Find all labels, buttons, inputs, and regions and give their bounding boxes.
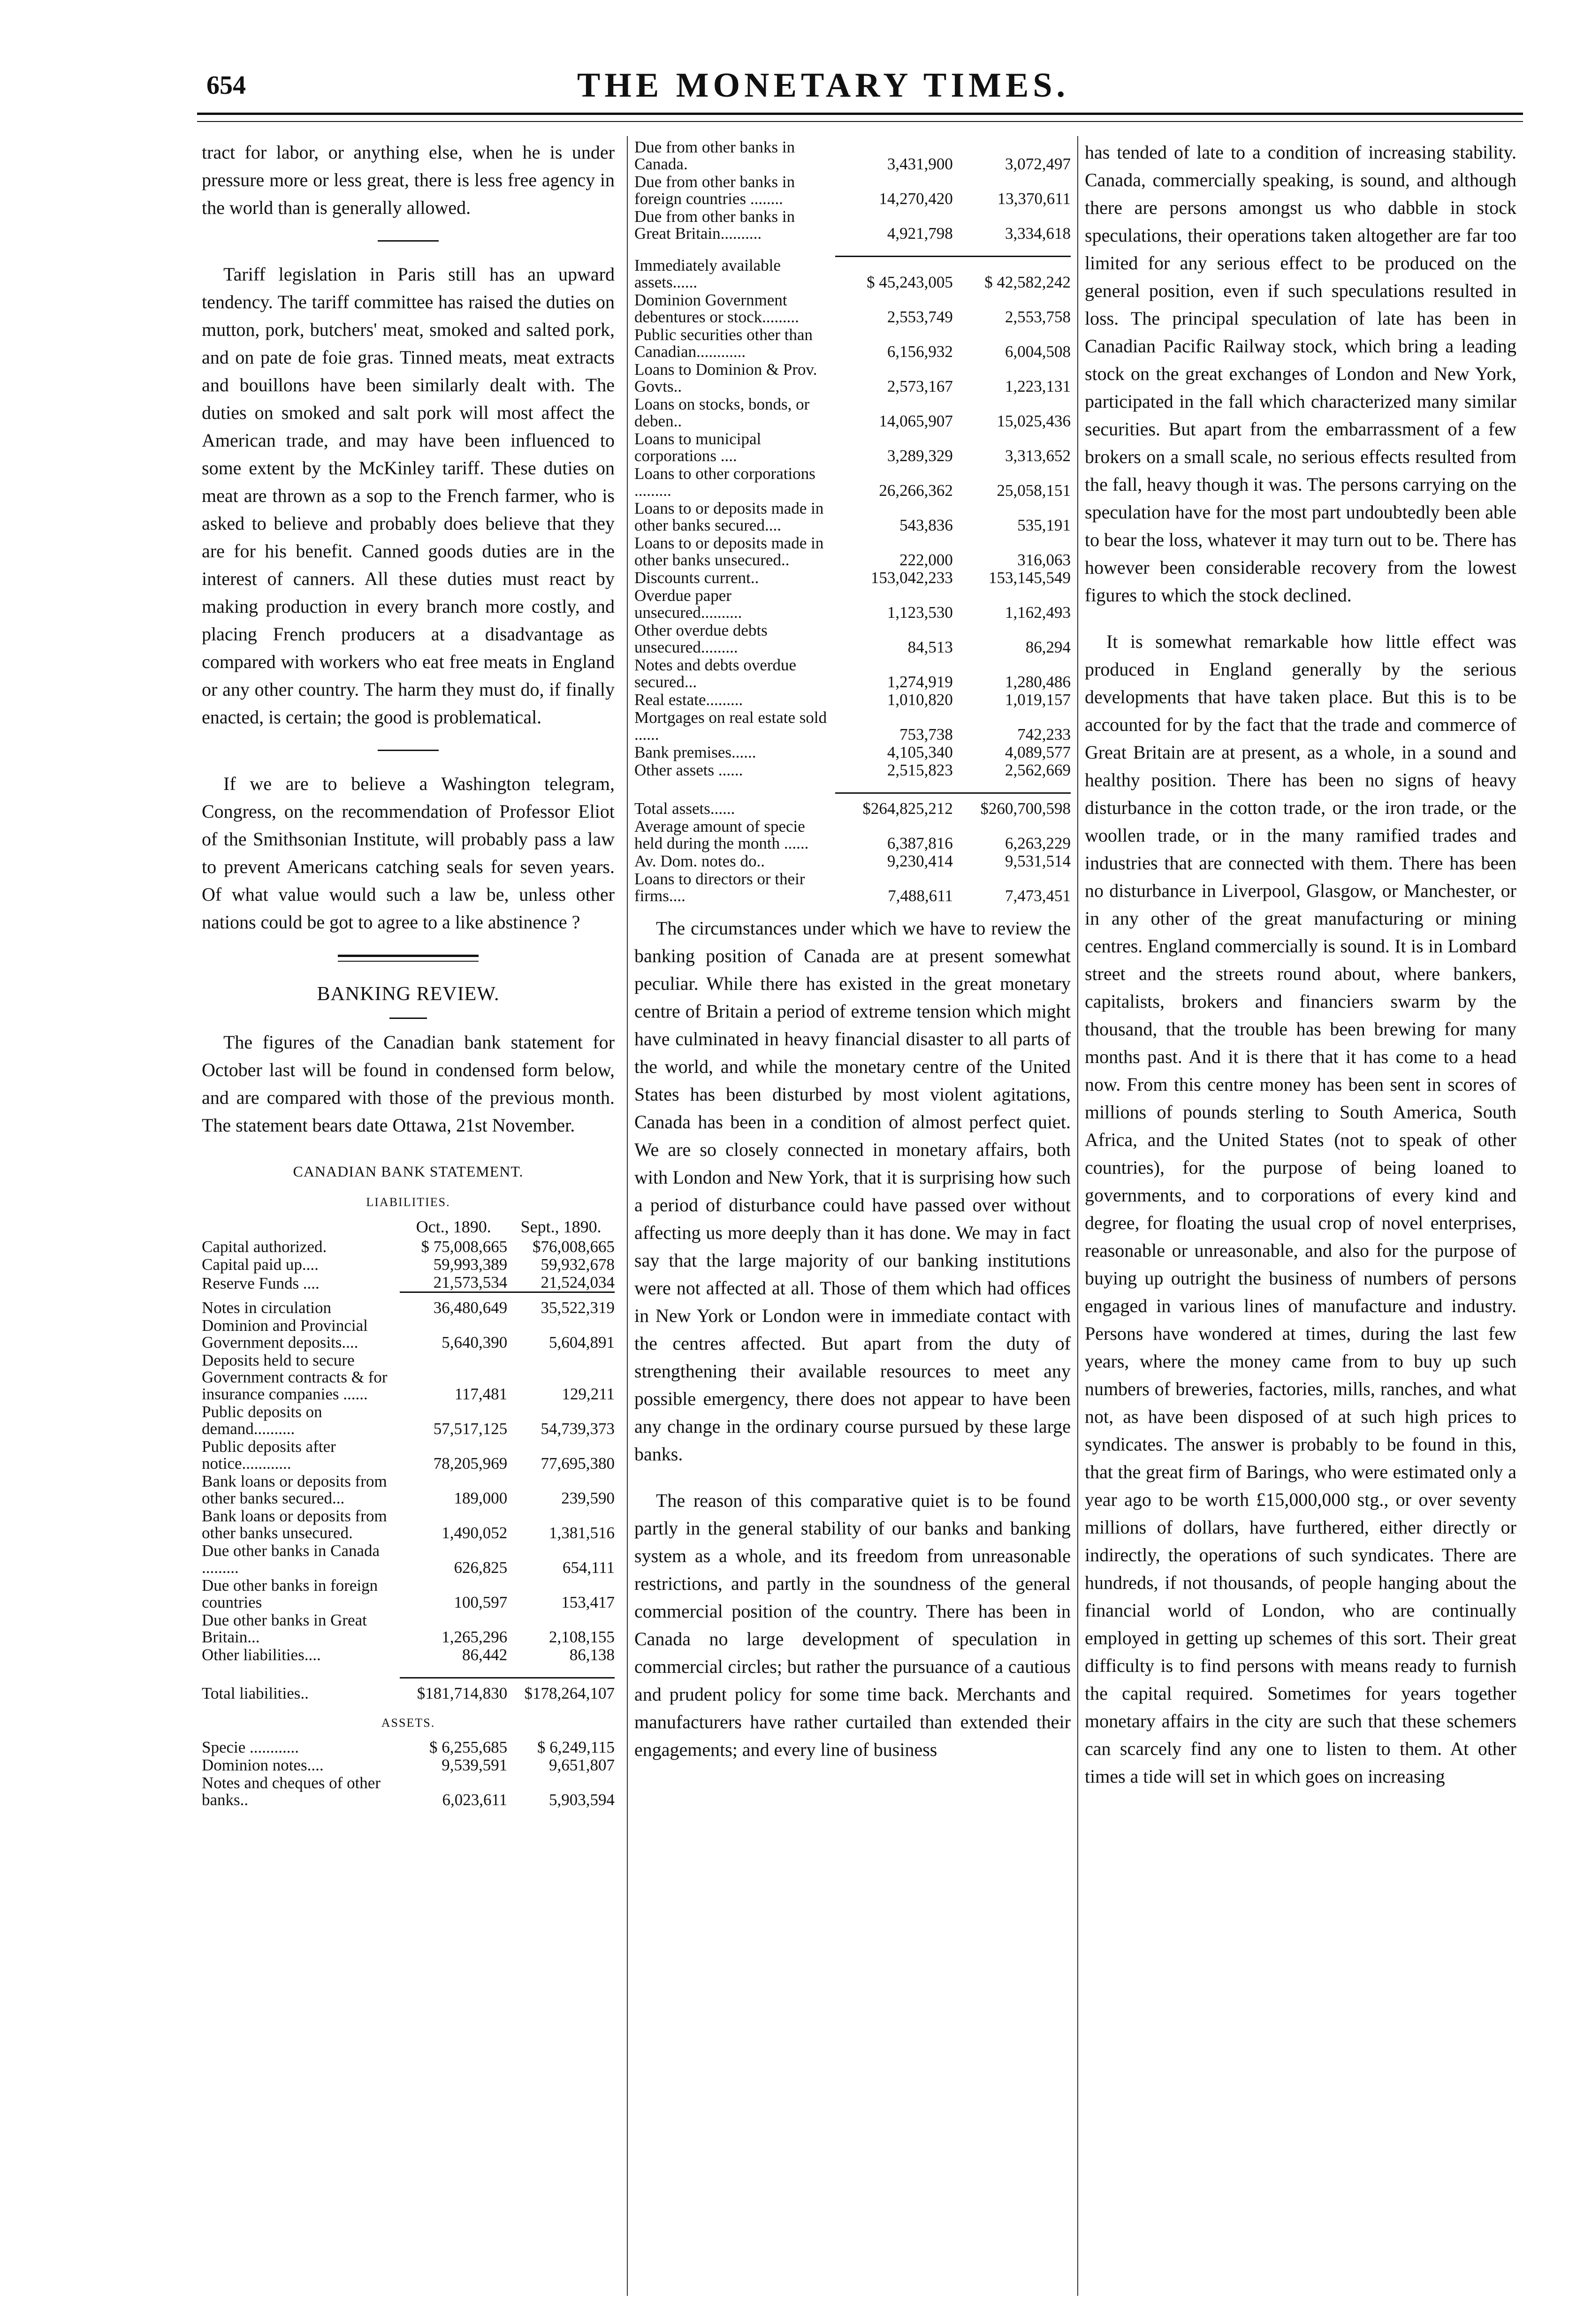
value-oct-1890: 6,387,816 bbox=[887, 834, 953, 852]
row-label: Specie ............ bbox=[202, 1738, 299, 1756]
row-label: Loans to directors or their firms.... bbox=[634, 869, 805, 905]
table-row bbox=[634, 465, 1071, 500]
table-row bbox=[202, 1403, 615, 1438]
table-row bbox=[634, 430, 1071, 465]
table-row bbox=[634, 138, 1071, 173]
value-sept-1890: 742,233 bbox=[1017, 725, 1071, 744]
row-label: Due other banks in Canada ......... bbox=[202, 1542, 380, 1577]
row-label: Average amount of specie held during the month ...... bbox=[634, 817, 809, 852]
value-sept-1890: 13,370,611 bbox=[997, 190, 1071, 208]
value-oct-1890: $ 6,255,685 bbox=[429, 1738, 508, 1756]
value-sept-1890: 1,280,486 bbox=[1005, 672, 1071, 691]
value-sept-1890: 2,562,669 bbox=[1005, 760, 1071, 779]
row-label: Dominion notes.... bbox=[202, 1756, 324, 1774]
value-oct-1890: 4,921,798 bbox=[887, 224, 953, 243]
paragraph-labor-continuation: tract for labor, or anything else, when he is under pressure more or less great, there is less free agency in the world than is generally allowed. bbox=[202, 142, 615, 218]
row-label: Reserve Funds .... bbox=[202, 1274, 320, 1292]
value-sept-1890: 15,025,436 bbox=[997, 411, 1071, 430]
row-label: Loans on stocks, bonds, or deben.. bbox=[634, 395, 810, 430]
value-sept-1890: 7,473,451 bbox=[1005, 886, 1071, 905]
value-oct-1890: 14,065,907 bbox=[879, 411, 953, 430]
value-sept-1890: 5,903,594 bbox=[549, 1791, 615, 1809]
row-label: Capital paid up.... bbox=[202, 1255, 319, 1274]
row-label: Deposits held to secure Government contracts & for insurance companies ...... bbox=[202, 1351, 388, 1403]
value-sept-1890: 1,019,157 bbox=[1005, 690, 1071, 709]
row-label: Capital authorized. bbox=[202, 1238, 327, 1256]
row-label: Discounts current.. bbox=[634, 568, 759, 587]
table-row bbox=[634, 534, 1071, 569]
table-row bbox=[202, 1739, 615, 1756]
table-row bbox=[634, 257, 1071, 291]
row-label: Immediately available assets...... bbox=[634, 256, 781, 291]
value-oct-1890: $ 75,008,665 bbox=[421, 1238, 508, 1256]
value-sept-1890: 6,263,229 bbox=[1005, 834, 1071, 852]
assets-title: ASSETS. bbox=[381, 1716, 435, 1730]
row-label: Due other banks in foreign countries bbox=[202, 1576, 378, 1611]
value-sept-1890: 1,162,493 bbox=[1005, 603, 1071, 622]
value-sept-1890: $ 6,249,115 bbox=[537, 1738, 615, 1756]
table-row bbox=[202, 1274, 615, 1292]
table-row bbox=[202, 1611, 615, 1646]
row-label: Due from other banks in Canada. bbox=[634, 138, 795, 173]
separator bbox=[378, 240, 439, 242]
row-label: Notes and debts overdue secured... bbox=[634, 655, 797, 691]
table-row bbox=[202, 1256, 615, 1274]
value-sept-1890: $260,700,598 bbox=[953, 793, 1071, 818]
row-label: Public securities other than Canadian............ bbox=[634, 325, 813, 361]
value-oct-1890: 9,539,591 bbox=[442, 1756, 508, 1774]
value-sept-1890: 59,932,678 bbox=[541, 1255, 615, 1274]
table-row bbox=[634, 870, 1071, 905]
row-label: Loans to or deposits made in other banks unsecured.. bbox=[634, 533, 824, 569]
value-oct-1890: 1,490,052 bbox=[442, 1524, 508, 1542]
row-label: Loans to or deposits made in other banks secured.... bbox=[634, 499, 824, 534]
value-oct-1890: 84,513 bbox=[907, 638, 953, 656]
value-sept-1890: $76,008,665 bbox=[533, 1238, 615, 1256]
statement-title: CANADIAN BANK STATEMENT. bbox=[293, 1163, 524, 1180]
row-label: Real estate......... bbox=[634, 690, 743, 709]
header-rule bbox=[197, 113, 1523, 115]
value-sept-1890: 4,089,577 bbox=[1005, 743, 1071, 761]
value-oct-1890: 9,230,414 bbox=[887, 851, 953, 870]
row-label: Mortgages on real estate sold ...... bbox=[634, 708, 827, 744]
table-row bbox=[634, 761, 1071, 779]
paragraph-seals-law: If we are to believe a Washington telegram, Congress, on the recommendation of Professor Eliot of the Smithsonian Institute, will probably pass a law to prevent Americans catching seals for seven years. Of what value would such a law be, unless other nations could be got to agree to a like abstinence ? bbox=[202, 773, 615, 933]
value-sept-1890: 86,138 bbox=[569, 1646, 615, 1664]
table-row bbox=[634, 709, 1071, 744]
value-sept-1890: 54,739,373 bbox=[541, 1420, 615, 1438]
row-label: Bank loans or deposits from other banks unsecured. bbox=[202, 1507, 387, 1542]
value-sept-1890: 654,111 bbox=[562, 1558, 615, 1577]
row-label: Bank premises...... bbox=[634, 743, 756, 761]
row-label: Loans to municipal corporations .... bbox=[634, 429, 762, 465]
value-sept-1890: 316,063 bbox=[1017, 550, 1071, 569]
value-oct-1890: 222,000 bbox=[899, 550, 953, 569]
value-sept-1890: 129,211 bbox=[562, 1385, 615, 1403]
row-label: Other assets ...... bbox=[634, 760, 743, 779]
value-sept-1890: 239,590 bbox=[561, 1489, 615, 1507]
assets-table-part1 bbox=[202, 1739, 615, 1809]
value-sept-1890: 153,417 bbox=[561, 1593, 615, 1611]
masthead-title: THE MONETARY TIMES. bbox=[577, 66, 1069, 105]
paragraph-bank-statement-intro: The figures of the Canadian bank statement for October last will be found in condensed form below, and are compared with those of the previous month. The statement bears date Ottawa, 21st November. bbox=[202, 1032, 615, 1136]
column-2 bbox=[634, 138, 1071, 1763]
liabilities-table bbox=[202, 1218, 615, 1702]
value-oct-1890: 3,289,329 bbox=[887, 446, 953, 465]
value-sept-1890: 2,108,155 bbox=[549, 1628, 615, 1646]
paragraph-comparative-quiet: The reason of this comparative quiet is to be found partly in the general stability of our banks and banking system as a whole, and its freedom from unreasonable restrictions, and partly in the soundness of the general commercial position of the country. There has been in Canada no large development of speculation in commercial circles; but rather the pursuance of a cautious and prudent policy for some time back. Merchants and manufacturers have rather curtailed than extended their engagements; and every line of business bbox=[634, 1489, 1071, 1760]
value-sept-1890: 1,381,516 bbox=[549, 1524, 615, 1542]
value-sept-1890: 535,191 bbox=[1017, 516, 1071, 534]
table-row bbox=[634, 656, 1071, 691]
row-label: Total assets...... bbox=[634, 799, 735, 818]
table-row bbox=[634, 291, 1071, 326]
value-sept-1890: 25,058,151 bbox=[997, 481, 1071, 500]
table-row bbox=[202, 1646, 615, 1664]
row-label: Loans to Dominion & Prov. Govts.. bbox=[634, 360, 817, 395]
table-row bbox=[634, 361, 1071, 395]
table-row bbox=[202, 1292, 615, 1317]
value-oct-1890: 4,105,340 bbox=[887, 743, 953, 761]
column-divider-1 bbox=[627, 136, 628, 2296]
row-label: Notes in circulation bbox=[202, 1299, 332, 1317]
separator bbox=[389, 1018, 427, 1019]
table-row bbox=[202, 1238, 615, 1256]
value-sept-1890: 9,531,514 bbox=[1005, 851, 1071, 870]
row-label: Loans to other corporations ......... bbox=[634, 464, 815, 500]
header-rule-thin bbox=[197, 121, 1523, 122]
liabilities-title: LIABILITIES. bbox=[366, 1195, 450, 1209]
value-oct-1890: 1,123,530 bbox=[887, 603, 953, 622]
row-label: Dominion and Provincial Government deposits.... bbox=[202, 1316, 368, 1352]
assets-table-part2 bbox=[634, 138, 1071, 905]
value-oct-1890: 6,023,611 bbox=[442, 1791, 508, 1809]
value-sept-1890: 2,553,758 bbox=[1005, 307, 1071, 326]
value-oct-1890: 78,205,969 bbox=[433, 1454, 508, 1473]
table-row bbox=[202, 1756, 615, 1774]
table-row bbox=[634, 500, 1071, 534]
row-label: Public deposits after notice............ bbox=[202, 1437, 336, 1473]
section-separator bbox=[338, 955, 479, 962]
value-oct-1890: 7,488,611 bbox=[888, 886, 953, 905]
value-oct-1890: 14,270,420 bbox=[879, 190, 953, 208]
column-header-sept: Sept., 1890. bbox=[520, 1217, 602, 1236]
page-number: 654 bbox=[206, 71, 246, 100]
row-label: Total liabilities.. bbox=[202, 1684, 309, 1702]
row-label: Dominion Government debentures or stock......... bbox=[634, 290, 799, 326]
table-row bbox=[202, 1507, 615, 1542]
table-row bbox=[634, 569, 1071, 587]
value-oct-1890: 26,266,362 bbox=[879, 481, 953, 500]
row-label: Other overdue debts unsecured......... bbox=[634, 621, 768, 656]
value-oct-1890: $264,825,212 bbox=[835, 793, 953, 818]
paragraph-england-effects: It is somewhat remarkable how little effect was produced in England generally by the serious developments that have taken place. But this is to be accounted for by the fact that the trade and commerce of Great Britain are at present, as a whole, in a sound and healthy position. There has been no signs of heavy disturbance in the cotton trade, or the iron trade, or the woollen trade, or in the many ramified trades and industries that are connected with them. There has been no disturbance in Liverpool, Glasgow, or Manchester, or in any other of the great manufacturing or mining centres. England commercially is sound. It is in Lombard street and the streets round about, where bankers, capitalists, brokers and financiers swarm by the thousand, that the trouble has been brewing for many months past. And it is there that it has come to a head now. From this centre money has been sent in scores of millions of pounds sterling to South America, South Africa, and the United States (not to speak of other countries), for the purpose of being loaned to governments, and to corporations of every kind and degree, for floating the usual crop of novel enterprises, reasonable or unreasonable, and also for the purpose of buying up outright the business of numbers of persons engaged in various lines of manufacture and industry. Persons have wondered at times, during the last few years, where the money came from to buy up such numbers of breweries, factories, mills, ranches, and what not, as have been disposed of at such high prices to syndicates. The answer is probably to be found in this, that the great firm of Barings, who were estimated only a year ago to be worth £15,000,000 stg., or over seventy millions of dollars, have furthered, either directly or indirectly, the operations of such syndicates. There are hundreds, if not thousands, of people hanging about the financial world of London, who are continually employed in getting up schemes of this sort. Their great difficulty is to find persons with means ready to furnish the capital required. Sometimes for years together monetary affairs in the city are such that these schemers can scarcely find any one to listen to them. At other times a tide will set in which goes on increasing bbox=[1085, 631, 1516, 1787]
table-row bbox=[634, 395, 1071, 430]
table-row bbox=[202, 1542, 615, 1577]
separator bbox=[378, 750, 439, 751]
value-sept-1890: 9,651,807 bbox=[549, 1756, 615, 1774]
table-row bbox=[634, 622, 1071, 656]
value-sept-1890: 1,223,131 bbox=[1005, 377, 1071, 395]
table-row bbox=[202, 1577, 615, 1611]
value-sept-1890: 86,294 bbox=[1025, 638, 1071, 656]
value-oct-1890: 1,010,820 bbox=[887, 690, 953, 709]
column-header-oct: Oct., 1890. bbox=[416, 1217, 491, 1236]
value-oct-1890: 57,517,125 bbox=[433, 1420, 508, 1438]
value-sept-1890: 3,313,652 bbox=[1005, 446, 1071, 465]
value-oct-1890: $181,714,830 bbox=[400, 1678, 507, 1703]
value-oct-1890: 626,825 bbox=[454, 1558, 508, 1577]
value-sept-1890: 77,695,380 bbox=[541, 1454, 615, 1473]
value-sept-1890: 3,072,497 bbox=[1005, 155, 1071, 173]
value-oct-1890: 36,480,649 bbox=[400, 1292, 507, 1317]
value-sept-1890: 3,334,618 bbox=[1005, 224, 1071, 243]
table-row bbox=[202, 1473, 615, 1507]
table-row bbox=[202, 1438, 615, 1473]
table-row bbox=[634, 691, 1071, 709]
value-sept-1890: 6,004,508 bbox=[1005, 342, 1071, 361]
value-oct-1890: 5,640,390 bbox=[442, 1333, 508, 1352]
value-oct-1890: 3,431,900 bbox=[887, 155, 953, 173]
value-oct-1890: 100,597 bbox=[454, 1593, 508, 1611]
table-row bbox=[634, 326, 1071, 361]
paragraph-stability: has tended of late to a condition of increasing stability. Canada, commercially speaking, is sound, and although there are persons amongst us who dabble in stock speculations, their operations taken altogether are far too limited for any serious effect to be produced on the general position, even if such speculations resulted in loss. The principal speculation of late has been in Canadian Pacific Railway stock, which bring a leading stock on the great exchanges of London and New York, participated in the fall which characterized many similar securities. But apart from the embarrassment of a few brokers on a small scale, no serious effects resulted from the fall, heavy though it was. The persons carrying on the speculation have for the most part undoubtedly been able to bear the loss, whatever it may turn out to be. There has however been considerable recovery from the lowest figures to which the stock declined. bbox=[1085, 142, 1516, 606]
table-row bbox=[202, 1774, 615, 1809]
value-oct-1890: 21,573,534 bbox=[433, 1273, 508, 1291]
value-oct-1890: $ 45,243,005 bbox=[835, 257, 953, 291]
paragraph-tariff-paris: Tariff legislation in Paris still has an upward tendency. The tariff committee has raised the duties on mutton, pork, butchers' meat, smoked and salted pork, and on pate de foie gras. Tinned meats, meat extracts and bouillons have been similarly dealt with. The duties on smoked and salt pork will most affect the American trade, and may have been influenced to some extent by the McKinley tariff. These duties on meat are thrown as a sop to the French farmer, who is asked to believe and probably does believe that they are for his benefit. Canned goods duties are in the interest of canners. All these duties must react by making production in every branch more costly, and placing French producers at a disadvantage as compared with workers who eat free meats in England or any other country. The harm they must do, if finally enacted, is certain; the good is problematical. bbox=[202, 264, 615, 728]
row-label: Due from other banks in foreign countries ........ bbox=[634, 173, 795, 208]
column-1 bbox=[202, 138, 615, 1809]
value-oct-1890: 2,573,167 bbox=[887, 377, 953, 395]
row-label: Due other banks in Great Britain... bbox=[202, 1611, 367, 1646]
table-row bbox=[634, 208, 1071, 243]
value-oct-1890: 753,738 bbox=[899, 725, 953, 744]
total-row bbox=[634, 793, 1071, 818]
table-row bbox=[202, 1317, 615, 1352]
row-label: Public deposits on demand.......... bbox=[202, 1403, 322, 1438]
value-oct-1890: 2,553,749 bbox=[887, 307, 953, 326]
value-oct-1890: 153,042,233 bbox=[870, 568, 953, 587]
value-oct-1890: 1,265,296 bbox=[442, 1628, 508, 1646]
row-label: Overdue paper unsecured.......... bbox=[634, 586, 742, 622]
section-heading-banking-review: BANKING REVIEW. bbox=[317, 983, 500, 1005]
table-row bbox=[634, 744, 1071, 761]
value-oct-1890: 1,274,919 bbox=[887, 672, 953, 691]
value-oct-1890: 543,836 bbox=[899, 516, 953, 534]
column-divider-2 bbox=[1077, 136, 1078, 2296]
value-oct-1890: 59,993,389 bbox=[433, 1255, 508, 1274]
column-3 bbox=[1085, 138, 1516, 1790]
value-oct-1890: 2,515,823 bbox=[887, 760, 953, 779]
value-sept-1890: 21,524,034 bbox=[541, 1273, 615, 1291]
table-row bbox=[202, 1352, 615, 1403]
row-label: Other liabilities.... bbox=[202, 1646, 321, 1664]
value-oct-1890: 86,442 bbox=[462, 1646, 508, 1664]
row-label: Due from other banks in Great Britain.......... bbox=[634, 207, 795, 243]
paragraph-banking-position: The circumstances under which we have to review the banking position of Canada are at present somewhat peculiar. While there has existed in the great monetary centre of Britain a period of extreme tension which might have culminated in heavy financial disaster to all parts of the world, and while the monetary centre of the United States has been disturbed by most violent agitations, Canada has been in a condition of almost perfect quiet. We are so closely connected in monetary affairs, both with London and New York, that it is surprising how such a period of disturbance could have passed over without affecting us more deeply than it has done. We may in fact say that the large majority of our banking institutions were not affected at all. Those of them which had offices in New York or London were in immediate contact with the centres affected. But apart from the duty of strengthening their available resources to meet any possible emergency, there does not appear to have been any change in the ordinary course pursued by these large banks. bbox=[634, 917, 1071, 1465]
table-row bbox=[634, 587, 1071, 622]
row-label: Bank loans or deposits from other banks secured... bbox=[202, 1472, 387, 1507]
row-label: Av. Dom. notes do.. bbox=[634, 851, 765, 870]
row-label: Notes and cheques of other banks.. bbox=[202, 1774, 381, 1809]
value-sept-1890: 153,145,549 bbox=[989, 568, 1071, 587]
total-row bbox=[202, 1678, 615, 1703]
value-oct-1890: 189,000 bbox=[454, 1489, 508, 1507]
value-oct-1890: 6,156,932 bbox=[887, 342, 953, 361]
table-row bbox=[634, 173, 1071, 208]
value-oct-1890: 117,481 bbox=[454, 1385, 508, 1403]
value-sept-1890: 35,522,319 bbox=[507, 1292, 615, 1317]
table-row bbox=[634, 818, 1071, 852]
table-row bbox=[634, 852, 1071, 870]
value-sept-1890: 5,604,891 bbox=[549, 1333, 615, 1352]
value-sept-1890: $178,264,107 bbox=[507, 1678, 615, 1703]
value-sept-1890: $ 42,582,242 bbox=[953, 257, 1071, 291]
